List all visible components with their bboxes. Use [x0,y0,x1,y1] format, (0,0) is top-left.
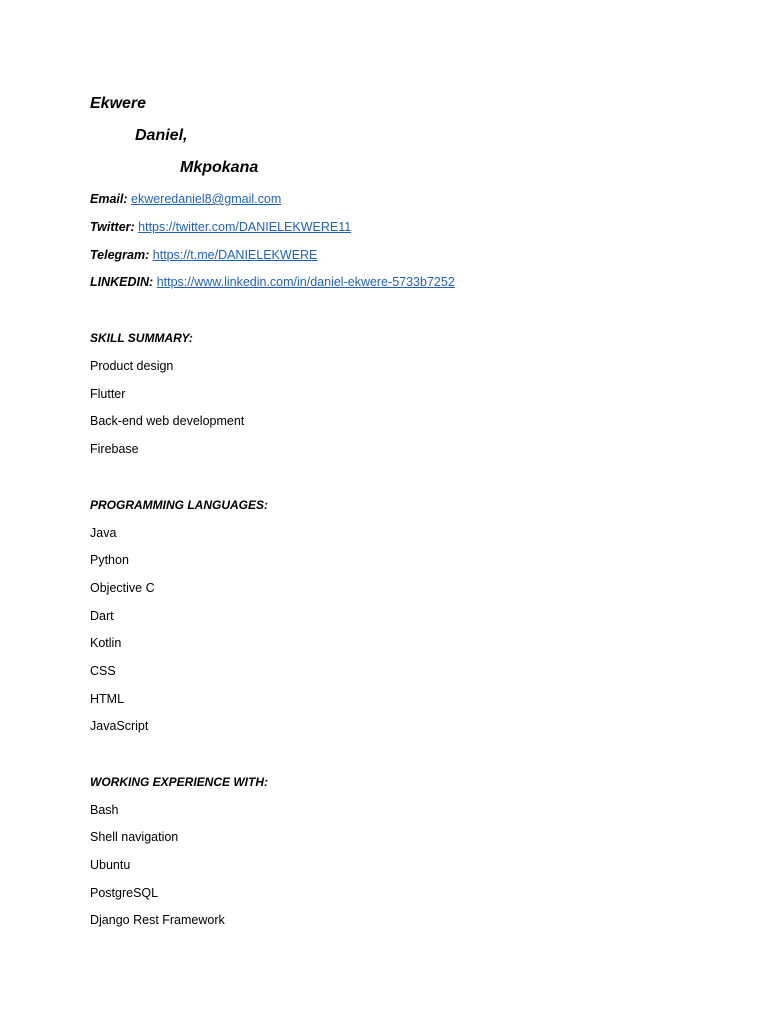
telegram-label: Telegram: [90,248,150,262]
language-item: Dart [90,609,114,623]
skill-item: Firebase [90,442,139,456]
skill-item: Back-end web development [90,414,245,428]
twitter-label: Twitter: [90,220,135,234]
experience-item: Ubuntu [90,858,131,872]
email-line [90,191,281,207]
email-link[interactable]: ekweredaniel8@gmail.com [131,192,282,206]
language-item: Objective C [90,581,155,595]
email-label: Email: [90,192,128,206]
telegram-line [90,247,317,263]
skill-item: Flutter [90,387,126,401]
telegram-link[interactable]: https://t.me/DANIELEKWERE [152,248,318,262]
name-first: Ekwere [90,95,147,112]
name-last: Mkpokana [180,159,259,176]
language-item: Python [90,553,129,567]
languages-heading: PROGRAMMING LANGUAGES: [90,498,268,512]
experience-item: Shell navigation [90,830,179,844]
experience-item: PostgreSQL [90,886,159,900]
linkedin-label: LINKEDIN: [90,275,154,289]
language-item: Java [90,526,117,540]
language-item: Kotlin [90,636,122,650]
name-middle: Daniel, [135,127,188,144]
twitter-line [90,219,351,235]
experience-item: Bash [90,803,119,817]
linkedin-line [90,274,455,290]
language-item: HTML [90,692,125,706]
linkedin-link[interactable]: https://www.linkedin.com/in/daniel-ekwere-5733b7252 [156,275,455,289]
experience-heading: WORKING EXPERIENCE WITH: [90,775,269,789]
skill-item: Product design [90,359,174,373]
skills-heading: SKILL SUMMARY: [90,331,193,345]
experience-item: Django Rest Framework [90,913,225,927]
twitter-link[interactable]: https://twitter.com/DANIELEKWERE11 [138,220,352,234]
language-item: CSS [90,664,116,678]
language-item: JavaScript [90,719,149,733]
